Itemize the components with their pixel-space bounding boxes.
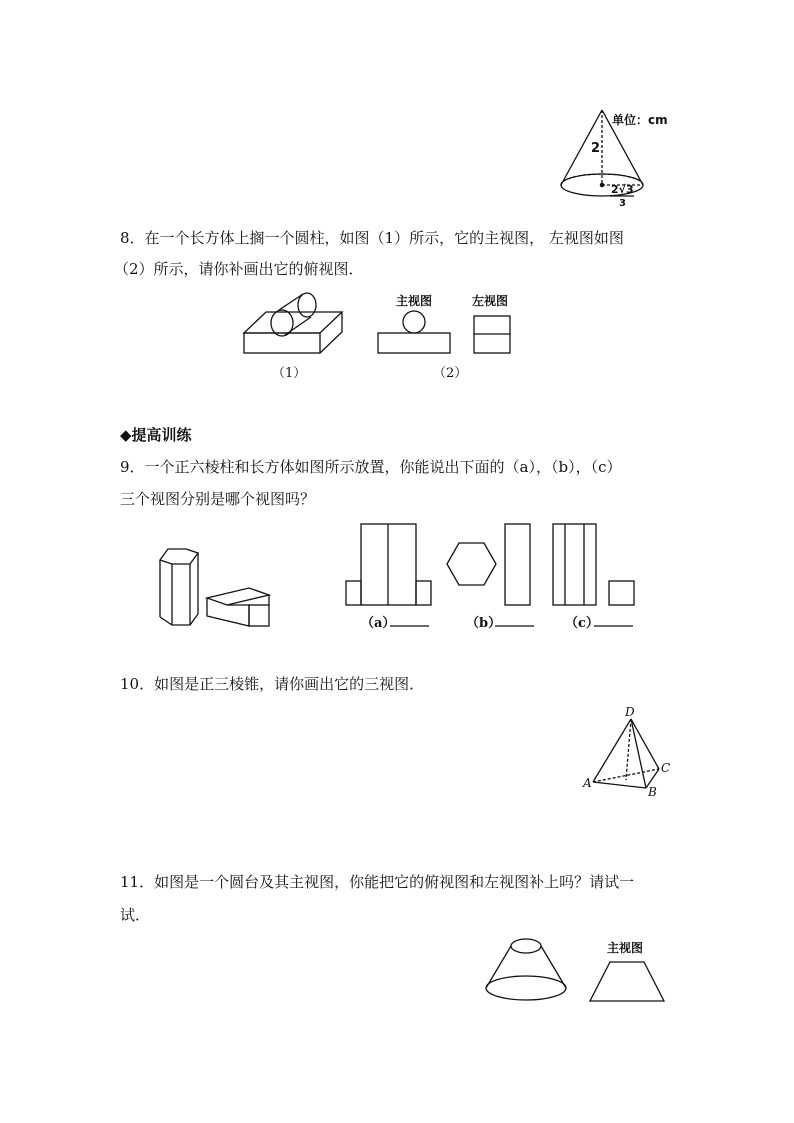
q9-line-2: 三个视图分别是哪个视图吗？ xyxy=(120,490,316,508)
q8-side-view-label: 左视图 xyxy=(472,294,509,308)
q9-caption-c: （c） xyxy=(565,616,599,631)
q11-line-2: 试． xyxy=(120,906,151,924)
q10-vertex-a: A xyxy=(583,776,592,790)
cone-unit-label: 单位：cm xyxy=(612,113,668,127)
cone-radius-denominator: 3 xyxy=(619,198,626,209)
q11-front-view-label: 主视图 xyxy=(607,941,644,955)
q10-vertex-b: B xyxy=(648,785,657,799)
q8-front-view-label: 主视图 xyxy=(396,294,433,308)
q10-vertex-d: D xyxy=(625,705,635,719)
q10-line-1: 10．如图是正三棱锥，请你画出它的三视图． xyxy=(120,675,425,693)
q9-caption-b: （b） xyxy=(466,616,502,631)
cone-radius-numerator: 2√3 xyxy=(611,183,634,196)
q9-line-1: 9．一个正六棱柱和长方体如图所示放置，你能说出下面的（a），（b），（c） xyxy=(120,458,622,476)
q8-caption-2: （2） xyxy=(433,366,468,381)
q8-caption-1: （1） xyxy=(272,366,307,381)
cone-height-label: 2 xyxy=(591,141,601,156)
section-title: ◆提高训练 xyxy=(120,426,192,444)
q8-line-1: 8．在一个长方体上搁一个圆柱，如图（1）所示，它的主视图， 左视图如图 xyxy=(120,229,624,247)
q10-vertex-c: C xyxy=(661,761,671,775)
q11-line-1: 11．如图是一个圆台及其主视图，你能把它的俯视图和左视图补上吗？请试一 xyxy=(120,873,635,891)
q8-line-2: （2）所示，请你补画出它的俯视图． xyxy=(114,260,364,278)
q9-caption-a: （a） xyxy=(361,616,396,631)
